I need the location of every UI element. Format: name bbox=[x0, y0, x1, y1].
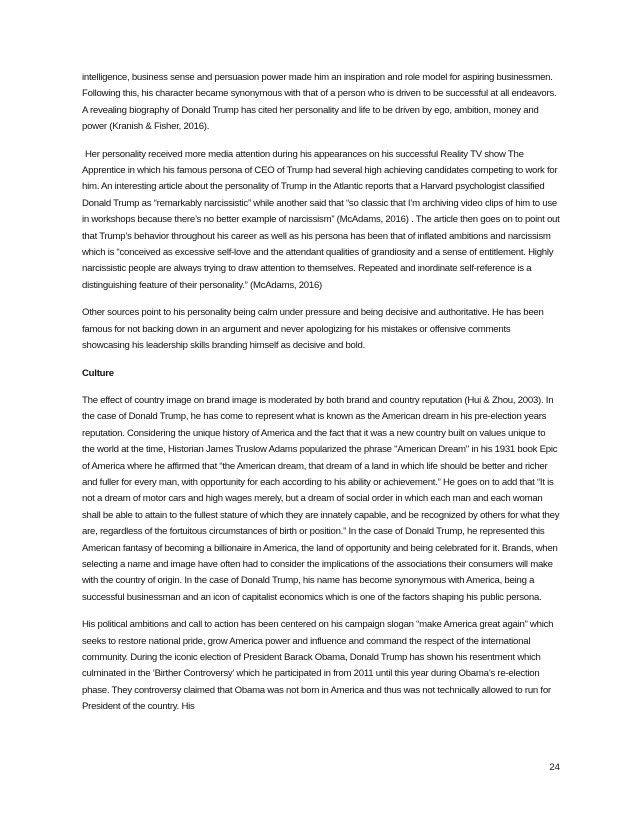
paragraph-personality: Her personality received more media attention during his appearances on his successful Reality TV show The Apprentice in which his famous persona of CEO of Trump had several high achieving candidates competing to work for him. An interesting article about the personality of Trump in the Atlantic reports that a Harvard psychologist classified Donald Trump as “remarkably narcissistic” while another said that “so classic that I’m archiving video clips of him to use in workshops because there’s no better example of narcissism” (McAdams, 2016) . The article then goes on to point out that Trump’s behavior throughout his career as well as his persona has been that of inflated ambitions and narcissism which is “conceived as excessive self-love and the attendant qualities of grandiosity and a sense of entitlement. Highly narcissistic people are always trying to draw attention to themselves. Repeated and inordinate self-reference is a distinguishing feature of their personality.” (McAdams, 2016) bbox=[82, 148, 560, 291]
paragraph-political-ambitions: His political ambitions and call to action has been centered on his campaign slogan “make America great again” which seeks to restore national pride, grow America power and influence and command the respect of the international community. During the iconic election of President Barack Obama, Donald Trump has shown his resentment which culminated in the ‘Birther Controversy’ which he participated in from 2011 until this year during Obama’s re-election phase. They controversy claimed that Obama was not born in America and thus was not technically allowed to run for President of the country. His bbox=[82, 619, 554, 713]
page-number: 24 bbox=[549, 762, 560, 773]
paragraph-other-sources: Other sources point to his personality being calm under pressure and being decisive and authoritative. He has been famous for not backing down in an argument and never apologizing for his mistakes or offensive comments showcasing his leadership skills branding himself as decisive and bold. bbox=[82, 307, 544, 352]
section-heading-culture: Culture bbox=[82, 367, 114, 379]
page-content bbox=[82, 70, 560, 727]
paragraph-intelligence: intelligence, business sense and persuasion power made him an inspiration and role model for aspiring businessmen. Following this, his character became synonymous with that of a person who is driven to be successful at all endeavors. A revealing biography of Donald Trump has cited her personality and life to be driven by ego, ambition, money and power (Kranish & Fisher, 2016). bbox=[82, 72, 557, 133]
paragraph-country-image: The effect of country image on brand image is moderated by both brand and country reputation (Hui & Zhou, 2003). In the case of Donald Trump, he has come to represent what is known as the American dream in his pre-election years reputation. Considering the unique history of America and the fact that it was a new country built on values unique to the world at the time, Historian James Truslow Adams popularized the phrase "American Dream" in his 1931 book Epic of America where he affirmed that “the American dream, that dream of a land in which life should be better and richer and fuller for every man, with opportunity for each according to his ability or achievement.” He goes on to add that “It is not a dream of motor cars and high wages merely, but a dream of social order in which each man and each woman shall be able to attain to the fullest stature of which they are innately capable, and be recognized by others for what they are, regardless of the fortuitous circumstances of birth or position.” In the case of Donald Trump, he represented this American fantasy of becoming a billionaire in America, the land of opportunity and being celebrated for it. Brands, when selecting a name and image have often had to consider the implications of the associations their consumers will make with the country of origin. In the case of Donald Trump, his name has become synonymous with America, being a successful businessman and an icon of capitalist economics which is one of the factors shaping his public persona. bbox=[82, 394, 560, 603]
